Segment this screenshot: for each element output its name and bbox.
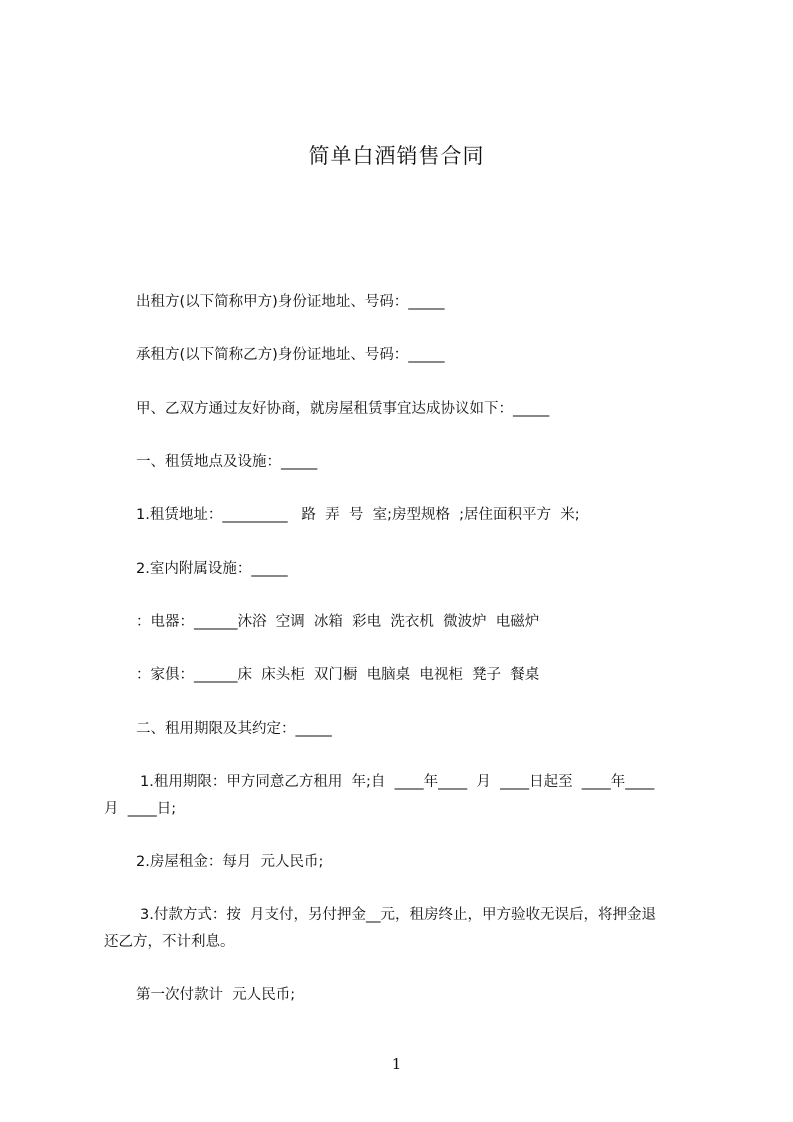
- page-number: 1: [391, 1055, 402, 1073]
- document-title: 简单白酒销售合同: [308, 144, 485, 168]
- paragraph-payment-method: 3.付款方式：按 月支付，另付押金__元，租房终止，甲方验收无误后，将押金退: [140, 907, 657, 923]
- paragraph-facilities: 2.室内附属设施：_____: [136, 561, 288, 577]
- section-heading-location: 一、租赁地点及设施：_____: [136, 454, 318, 470]
- section-heading-term: 二、租用期限及其约定：_____: [136, 721, 332, 737]
- paragraph-appliances: ：电器：______沐浴 空调 冰箱 彩电 洗衣机 微波炉 电磁炉: [136, 614, 540, 630]
- paragraph-rent: 2.房屋租金：每月 元人民币;: [136, 854, 324, 870]
- paragraph-payment-method-cont: 还乙方，不计利息。: [104, 934, 235, 950]
- paragraph-furniture: ：家俱：______床 床头柜 双门橱 电脑桌 电视柜 凳子 餐桌: [136, 667, 540, 683]
- paragraph-agreement-intro: 甲、乙双方通过友好协商，就房屋租赁事宜达成协议如下：_____: [136, 401, 550, 417]
- paragraph-lessor: 出租方(以下简称甲方)身份证地址、号码：_____: [136, 294, 445, 310]
- paragraph-rental-address: 1.租赁地址：_________ 路 弄 号 室;房型规格 ;居住面积平方 米;: [136, 507, 580, 523]
- paragraph-lessee: 承租方(以下简称乙方)身份证地址、号码：_____: [136, 347, 445, 363]
- paragraph-rental-period-cont: 月 ____日;: [104, 801, 177, 817]
- paragraph-first-payment: 第一次付款计 元人民币;: [136, 987, 296, 1003]
- paragraph-rental-period: 1.租用期限：甲方同意乙方租用 年;自 ____年____ 月 ____日起至 ____年____: [140, 774, 655, 790]
